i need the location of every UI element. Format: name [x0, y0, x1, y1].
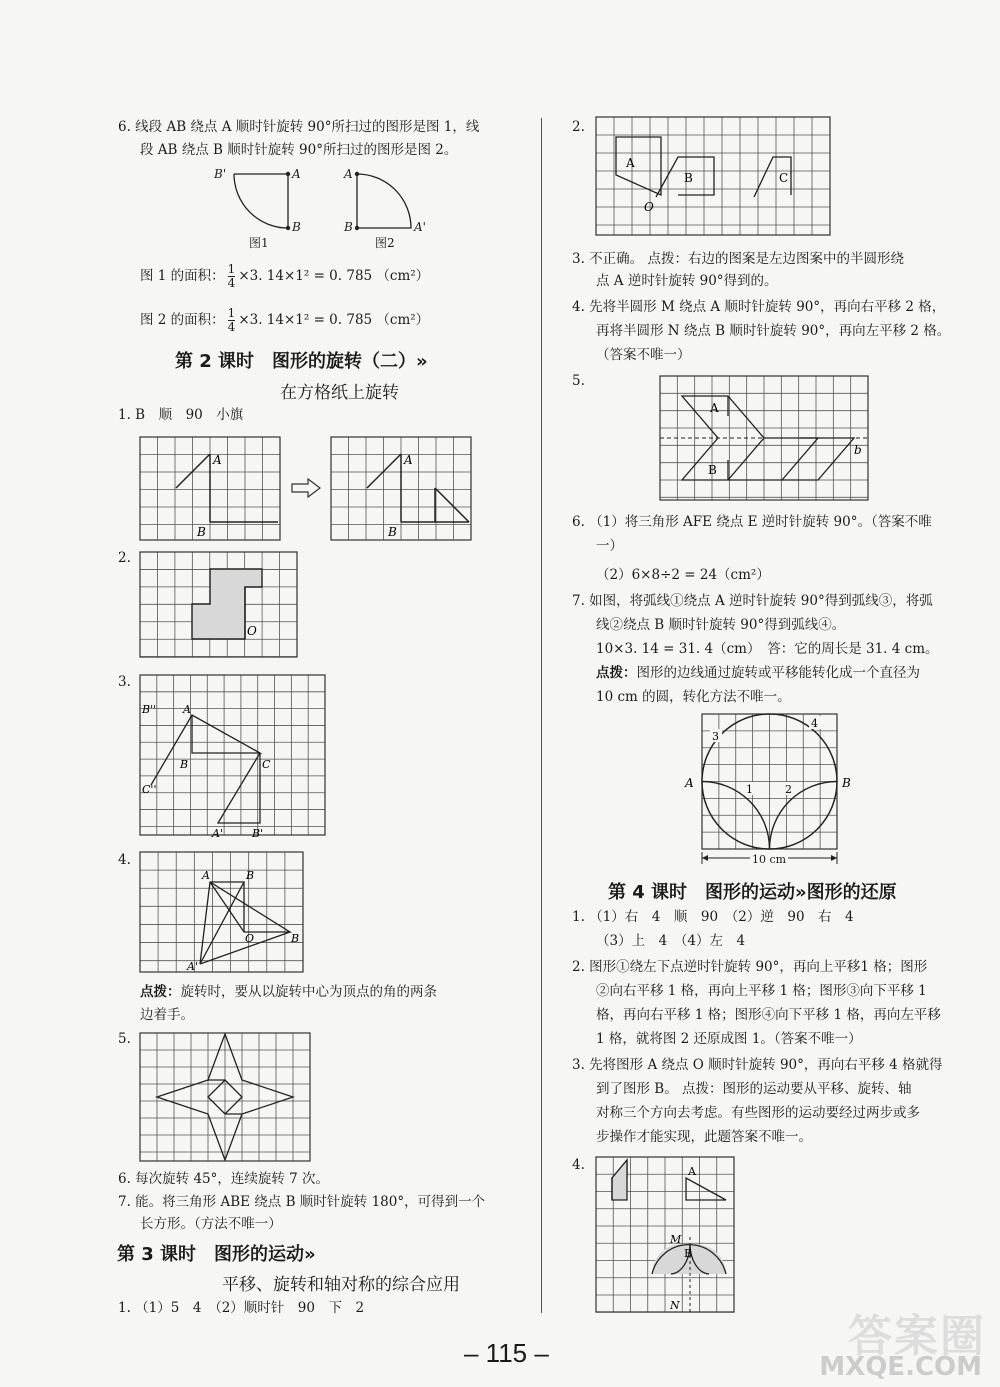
q6-line1: 6. 线段 AB 绕点 A 顺时针旋转 90°所扫过的图形是图 1，线: [118, 119, 480, 135]
area2-line: 图 2 的面积： $\frac{1}{4}$ ×3. 14×1² = 0. 785 （cm²）: [140, 306, 430, 334]
q3-rotated-shapes: [140, 675, 325, 840]
s2-q5: 5.: [118, 1031, 131, 1047]
r-q4-line2: 再将半圆形 N 绕点 B 顺时针旋转 90°，再向左平移 2 格。: [596, 323, 951, 339]
arrow-right-icon: [290, 478, 322, 498]
r-q2-shapes: [596, 117, 830, 235]
q2-shaded-shape: [140, 552, 297, 657]
svg-text:B: B: [246, 869, 255, 882]
r-q3-line1: 3. 不正确。 点拨：右边的图案是左边图案中的半圆形绕: [572, 251, 904, 267]
s2-q2: 2.: [118, 550, 131, 566]
r-s4-q3-line2: 到了图形 B。 点拨：图形的运动要从平移、旋转、轴: [596, 1081, 912, 1097]
s2-q4-tip2: 边着手。: [140, 1007, 194, 1023]
svg-text:B: B: [708, 463, 717, 477]
svg-text:O: O: [245, 932, 255, 945]
svg-text:B: B: [197, 525, 206, 539]
svg-text:B': B': [214, 167, 227, 181]
s2-q7-line1: 7. 能。将三角形 ABE 绕点 B 顺时针旋转 180°，可得到一个: [118, 1194, 486, 1210]
s2-q7-line2: 长方形。（方法不唯一）: [140, 1216, 282, 1232]
svg-text:B: B: [292, 220, 301, 234]
svg-text:b: b: [854, 443, 862, 457]
fig1-caption: 图1: [249, 236, 269, 250]
svg-text:3: 3: [712, 730, 719, 743]
q4-triangles: [140, 852, 303, 972]
svg-text:A': A': [212, 827, 223, 840]
section2-subtitle: 在方格纸上旋转: [280, 383, 399, 403]
column-divider: [541, 118, 542, 1313]
r-q7-line4: 点拨：图形的边线通过旋转或平移能转化成一个直径为: [596, 665, 920, 681]
s3-q1: 1. （1）5 4 （2）顺时针 90 下 2: [118, 1300, 365, 1316]
r-q7-line3: 10×3. 14 = 31. 4（cm） 答：它的周长是 31. 4 cm。: [596, 641, 939, 657]
s2-q4: 4.: [118, 852, 131, 868]
watermark-logo: 答案圈: [848, 1311, 986, 1362]
svg-text:O: O: [247, 624, 257, 638]
svg-text:4: 4: [811, 717, 818, 730]
svg-text:1: 1: [746, 783, 753, 796]
svg-text:A': A': [414, 220, 426, 234]
fig1-quarter-circle: [212, 165, 302, 235]
svg-text:B': B': [252, 827, 264, 840]
r-q5-shapes: [660, 376, 868, 500]
r-s4-q2-line3: 格，再向右平移 1 格；图形④向下平移 1 格，再向左平移: [596, 1007, 941, 1023]
q6-line2: 段 AB 绕点 B 顺时针旋转 90°所扫过的图形是图 2。: [140, 142, 458, 158]
section2-title: 第 2 课时 图形的旋转（二）»: [175, 351, 428, 372]
svg-text:A: A: [710, 401, 719, 415]
svg-text:B: B: [684, 1247, 693, 1260]
r-q5: 5.: [572, 373, 585, 389]
svg-text:B: B: [842, 776, 851, 790]
q1-flag-before: [140, 437, 280, 540]
r-q3-line2: 点 A 逆时针旋转 90°得到的。: [596, 273, 778, 289]
svg-text:C: C: [262, 758, 271, 771]
watermark-url: MXQE.COM: [819, 1352, 982, 1382]
fig2-caption: 图2: [375, 236, 395, 250]
svg-text:A': A': [187, 960, 198, 973]
svg-text:N: N: [670, 1299, 680, 1312]
svg-text:A: A: [688, 1165, 696, 1178]
r-q2: 2.: [572, 119, 585, 135]
circle-dimension: 10 cm: [752, 853, 787, 866]
svg-text:B: B: [180, 758, 189, 771]
svg-text:A: A: [183, 703, 191, 716]
r-q6-line3: （2）6×8÷2 = 24（cm²）: [596, 567, 770, 583]
circle-figure: [680, 714, 870, 869]
section3-title: 第 3 课时 图形的运动»: [117, 1244, 316, 1265]
svg-text:M: M: [670, 1233, 682, 1246]
svg-text:A: A: [213, 453, 222, 467]
section4-title: 第 4 课时 图形的运动»图形的还原: [608, 882, 897, 903]
svg-text:2: 2: [785, 783, 792, 796]
r-s4-q2-line1: 2. 图形①绕左下点逆时针旋转 90°，再向上平移1 格；图形: [572, 959, 928, 975]
r-s4-q3-line1: 3. 先将图形 A 绕点 O 顺时针旋转 90°，再向右平移 4 格就得: [572, 1057, 943, 1073]
r-q7-line5: 10 cm 的圆，转化方法不唯一。: [596, 689, 791, 705]
svg-text:B: B: [344, 220, 353, 234]
r-s4-q2-line2: ②向右平移 1 格，再向上平移 1 格；图形③向下平移 1: [596, 983, 927, 999]
r-q6-line2: 一）: [596, 538, 623, 554]
s2-q1: 1. B 顺 90 小旗: [118, 407, 244, 423]
r-q7-line1: 7. 如图，将弧线①绕点 A 逆时针旋转 90°得到弧线③，将弧: [572, 593, 933, 609]
svg-text:A: A: [404, 453, 413, 467]
s2-q3: 3.: [118, 674, 131, 690]
r-s4-q3-line4: 步操作才能实现，此题答案不唯一。: [596, 1129, 812, 1145]
page-number: – 115 –: [464, 1338, 549, 1368]
r-q4-line3: （答案不唯一）: [596, 347, 691, 363]
s2-q6: 6. 每次旋转 45°，连续旋转 7 次。: [118, 1171, 330, 1187]
r-q4-line1: 4. 先将半圆形 M 绕点 A 顺时针旋转 90°，再向右平移 2 格，: [572, 299, 946, 315]
q1-flag-after: [331, 437, 471, 540]
svg-text:A: A: [626, 156, 635, 170]
svg-text:C: C: [779, 171, 789, 185]
svg-text:B: B: [291, 932, 300, 945]
r-s4-q1-line2: （3）上 4 （4）左 4: [596, 933, 746, 949]
svg-text:B'': B'': [142, 703, 157, 716]
svg-text:A: A: [292, 167, 301, 181]
svg-text:A: A: [202, 869, 210, 882]
r-s4-q2-line4: 1 格，就将图 2 还原成图 1。（答案不唯一）: [596, 1031, 862, 1047]
svg-text:C'': C'': [142, 783, 157, 796]
r-s4-q4: 4.: [572, 1157, 585, 1173]
r-q6-line1: 6. （1）将三角形 AFE 绕点 E 逆时针旋转 90°。（答案不唯: [572, 514, 932, 530]
s2-q4-tip1: 点拨：旋转时，要从以旋转中心为顶点的角的两条: [140, 984, 437, 1000]
area1-line: 图 1 的面积： $\frac{1}{4}$ ×3. 14×1² = 0. 785 （cm²）: [140, 262, 430, 290]
fig2-quarter-circle: [344, 165, 434, 235]
svg-text:B: B: [388, 525, 397, 539]
q5-star-pattern: [140, 1033, 310, 1161]
svg-text:A: A: [344, 167, 353, 181]
svg-text:A: A: [685, 776, 694, 790]
svg-text:B: B: [684, 171, 693, 185]
r-s4-q1-line1: 1. （1）右 4 顺 90 （2）逆 90 右 4: [572, 909, 854, 925]
r-s4-q3-line3: 对称三个方向去考虑。有些图形的运动要经过两步或多: [596, 1105, 920, 1121]
r-q7-line2: 线②绕点 B 顺时针旋转 90°得到弧线④。: [596, 617, 846, 633]
r-s4-q4-shapes: [596, 1157, 734, 1312]
section3-subtitle: 平移、旋转和轴对称的综合应用: [222, 1275, 460, 1295]
svg-text:O: O: [644, 200, 654, 214]
